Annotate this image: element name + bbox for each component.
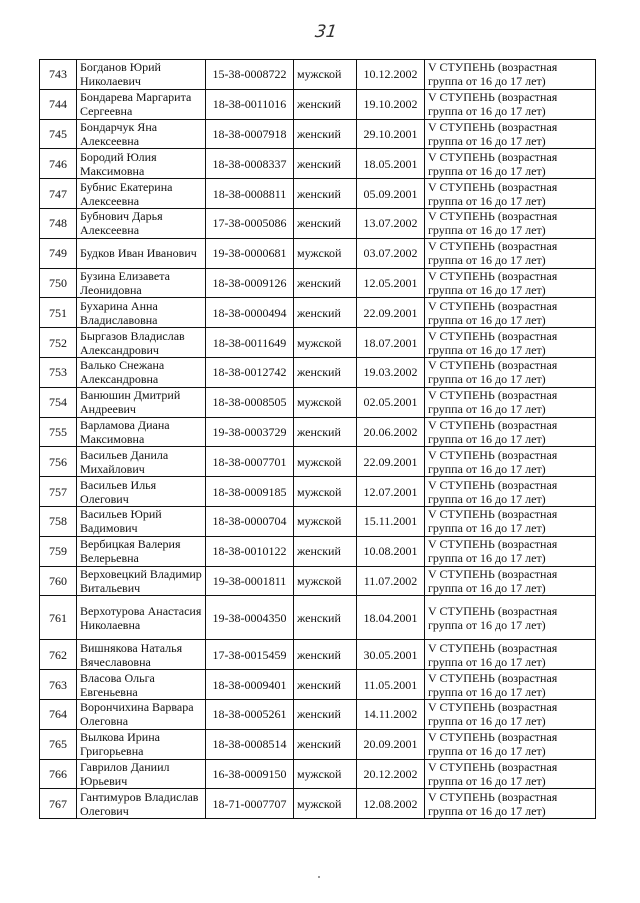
row-number-cell: 759 bbox=[40, 536, 77, 566]
gender-cell: женский bbox=[294, 298, 357, 328]
table-row bbox=[40, 729, 596, 759]
birth-date-cell: 29.10.2001 bbox=[357, 119, 425, 149]
gto-level-cell: V СТУПЕНЬ (возрастная группа от 16 до 17 лет) bbox=[425, 789, 596, 819]
full-name-cell: Бузина Елизавета Леонидовна bbox=[77, 268, 206, 298]
gender-cell: мужской bbox=[294, 759, 357, 789]
row-number-cell: 751 bbox=[40, 298, 77, 328]
table-row bbox=[40, 298, 596, 328]
gto-level-cell: V СТУПЕНЬ (возрастная группа от 16 до 17 лет) bbox=[425, 328, 596, 358]
full-name-cell: Вылкова Ирина Григорьевна bbox=[77, 729, 206, 759]
gender-cell: женский bbox=[294, 596, 357, 640]
gender-cell: женский bbox=[294, 268, 357, 298]
gender-cell: мужской bbox=[294, 566, 357, 596]
gto-level-cell: V СТУПЕНЬ (возрастная группа от 16 до 17 лет) bbox=[425, 387, 596, 417]
table-row bbox=[40, 477, 596, 507]
birth-date-cell: 19.03.2002 bbox=[357, 357, 425, 387]
uin-cell: 15-38-0008722 bbox=[206, 60, 294, 90]
gto-level-cell: V СТУПЕНЬ (возрастная группа от 16 до 17 лет) bbox=[425, 536, 596, 566]
uin-cell: 18-38-0011649 bbox=[206, 328, 294, 358]
row-number-cell: 758 bbox=[40, 506, 77, 536]
uin-cell: 18-38-0008505 bbox=[206, 387, 294, 417]
birth-date-cell: 03.07.2002 bbox=[357, 238, 425, 268]
full-name-cell: Гаврилов Даниил Юрьевич bbox=[77, 759, 206, 789]
full-name-cell: Бубнович Дарья Алексеевна bbox=[77, 208, 206, 238]
table-row bbox=[40, 699, 596, 729]
gender-cell: женский bbox=[294, 670, 357, 700]
gender-cell: женский bbox=[294, 179, 357, 209]
full-name-cell: Верховецкий Владимир Витальевич bbox=[77, 566, 206, 596]
uin-cell: 18-38-0005261 bbox=[206, 699, 294, 729]
table-row bbox=[40, 328, 596, 358]
full-name-cell: Васильев Данила Михайлович bbox=[77, 447, 206, 477]
uin-cell: 19-38-0004350 bbox=[206, 596, 294, 640]
row-number-cell: 748 bbox=[40, 208, 77, 238]
table-row bbox=[40, 179, 596, 209]
gender-cell: женский bbox=[294, 149, 357, 179]
gender-cell: женский bbox=[294, 699, 357, 729]
uin-cell: 19-38-0003729 bbox=[206, 417, 294, 447]
gto-level-cell: V СТУПЕНЬ (возрастная группа от 16 до 17 лет) bbox=[425, 670, 596, 700]
uin-cell: 18-38-0007918 bbox=[206, 119, 294, 149]
full-name-cell: Бородий Юлия Максимовна bbox=[77, 149, 206, 179]
table-row bbox=[40, 536, 596, 566]
gender-cell: женский bbox=[294, 417, 357, 447]
full-name-cell: Бондарчук Яна Алексеевна bbox=[77, 119, 206, 149]
full-name-cell: Бухарина Анна Владиславовна bbox=[77, 298, 206, 328]
gender-cell: мужской bbox=[294, 789, 357, 819]
table-row bbox=[40, 119, 596, 149]
gto-level-cell: V СТУПЕНЬ (возрастная группа от 16 до 17 лет) bbox=[425, 506, 596, 536]
full-name-cell: Гантимуров Владислав Олегович bbox=[77, 789, 206, 819]
scan-speck bbox=[318, 876, 320, 878]
table-row bbox=[40, 566, 596, 596]
gto-level-cell: V СТУПЕНЬ (возрастная группа от 16 до 17 лет) bbox=[425, 60, 596, 90]
table-row bbox=[40, 759, 596, 789]
birth-date-cell: 11.07.2002 bbox=[357, 566, 425, 596]
full-name-cell: Будков Иван Иванович bbox=[77, 238, 206, 268]
uin-cell: 17-38-0005086 bbox=[206, 208, 294, 238]
uin-cell: 18-38-0009401 bbox=[206, 670, 294, 700]
full-name-cell: Бубнис Екатерина Алексеевна bbox=[77, 179, 206, 209]
table-row bbox=[40, 89, 596, 119]
gto-level-cell: V СТУПЕНЬ (возрастная группа от 16 до 17 лет) bbox=[425, 208, 596, 238]
row-number-cell: 745 bbox=[40, 119, 77, 149]
birth-date-cell: 14.11.2002 bbox=[357, 699, 425, 729]
birth-date-cell: 22.09.2001 bbox=[357, 298, 425, 328]
gto-level-cell: V СТУПЕНЬ (возрастная группа от 16 до 17 лет) bbox=[425, 268, 596, 298]
gto-level-cell: V СТУПЕНЬ (возрастная группа от 16 до 17 лет) bbox=[425, 566, 596, 596]
uin-cell: 18-38-0009185 bbox=[206, 477, 294, 507]
table-row bbox=[40, 387, 596, 417]
full-name-cell: Васильев Илья Олегович bbox=[77, 477, 206, 507]
table-row bbox=[40, 640, 596, 670]
uin-cell: 18-38-0007701 bbox=[206, 447, 294, 477]
uin-cell: 18-38-0000704 bbox=[206, 506, 294, 536]
gto-level-cell: V СТУПЕНЬ (возрастная группа от 16 до 17 лет) bbox=[425, 596, 596, 640]
gto-level-cell: V СТУПЕНЬ (возрастная группа от 16 до 17 лет) bbox=[425, 149, 596, 179]
gto-level-cell: V СТУПЕНЬ (возрастная группа от 16 до 17 лет) bbox=[425, 298, 596, 328]
uin-cell: 18-38-0008514 bbox=[206, 729, 294, 759]
row-number-cell: 757 bbox=[40, 477, 77, 507]
uin-cell: 16-38-0009150 bbox=[206, 759, 294, 789]
uin-cell: 19-38-0001811 bbox=[206, 566, 294, 596]
participants-table bbox=[39, 59, 596, 819]
birth-date-cell: 12.08.2002 bbox=[357, 789, 425, 819]
row-number-cell: 767 bbox=[40, 789, 77, 819]
uin-cell: 19-38-0000681 bbox=[206, 238, 294, 268]
gto-level-cell: V СТУПЕНЬ (возрастная группа от 16 до 17 лет) bbox=[425, 477, 596, 507]
birth-date-cell: 18.05.2001 bbox=[357, 149, 425, 179]
gto-level-cell: V СТУПЕНЬ (возрастная группа от 16 до 17 лет) bbox=[425, 89, 596, 119]
row-number-cell: 763 bbox=[40, 670, 77, 700]
table-row bbox=[40, 60, 596, 90]
table-row bbox=[40, 238, 596, 268]
gto-level-cell: V СТУПЕНЬ (возрастная группа от 16 до 17 лет) bbox=[425, 447, 596, 477]
full-name-cell: Бондарева Маргарита Сергеевна bbox=[77, 89, 206, 119]
gto-level-cell: V СТУПЕНЬ (возрастная группа от 16 до 17 лет) bbox=[425, 729, 596, 759]
uin-cell: 18-38-0008337 bbox=[206, 149, 294, 179]
birth-date-cell: 02.05.2001 bbox=[357, 387, 425, 417]
gender-cell: женский bbox=[294, 119, 357, 149]
full-name-cell: Ворончихина Варвара Олеговна bbox=[77, 699, 206, 729]
birth-date-cell: 12.05.2001 bbox=[357, 268, 425, 298]
row-number-cell: 753 bbox=[40, 357, 77, 387]
gender-cell: мужской bbox=[294, 447, 357, 477]
row-number-cell: 762 bbox=[40, 640, 77, 670]
gender-cell: мужской bbox=[294, 60, 357, 90]
participants-table-body bbox=[40, 60, 596, 819]
row-number-cell: 754 bbox=[40, 387, 77, 417]
gender-cell: женский bbox=[294, 536, 357, 566]
birth-date-cell: 13.07.2002 bbox=[357, 208, 425, 238]
table-row bbox=[40, 789, 596, 819]
gto-level-cell: V СТУПЕНЬ (возрастная группа от 16 до 17 лет) bbox=[425, 238, 596, 268]
row-number-cell: 752 bbox=[40, 328, 77, 358]
table-row bbox=[40, 506, 596, 536]
full-name-cell: Васильев Юрий Вадимович bbox=[77, 506, 206, 536]
row-number-cell: 749 bbox=[40, 238, 77, 268]
table-row bbox=[40, 447, 596, 477]
gender-cell: мужской bbox=[294, 387, 357, 417]
birth-date-cell: 18.07.2001 bbox=[357, 328, 425, 358]
gto-level-cell: V СТУПЕНЬ (возрастная группа от 16 до 17 лет) bbox=[425, 640, 596, 670]
row-number-cell: 750 bbox=[40, 268, 77, 298]
uin-cell: 18-38-0010122 bbox=[206, 536, 294, 566]
birth-date-cell: 11.05.2001 bbox=[357, 670, 425, 700]
birth-date-cell: 05.09.2001 bbox=[357, 179, 425, 209]
full-name-cell: Ванюшин Дмитрий Андреевич bbox=[77, 387, 206, 417]
birth-date-cell: 12.07.2001 bbox=[357, 477, 425, 507]
full-name-cell: Власова Ольга Евгеньевна bbox=[77, 670, 206, 700]
row-number-cell: 766 bbox=[40, 759, 77, 789]
full-name-cell: Варламова Диана Максимовна bbox=[77, 417, 206, 447]
row-number-cell: 746 bbox=[40, 149, 77, 179]
row-number-cell: 747 bbox=[40, 179, 77, 209]
gender-cell: мужской bbox=[294, 506, 357, 536]
gto-level-cell: V СТУПЕНЬ (возрастная группа от 16 до 17 лет) bbox=[425, 759, 596, 789]
birth-date-cell: 19.10.2002 bbox=[357, 89, 425, 119]
birth-date-cell: 20.12.2002 bbox=[357, 759, 425, 789]
gto-level-cell: V СТУПЕНЬ (возрастная группа от 16 до 17 лет) bbox=[425, 357, 596, 387]
uin-cell: 18-38-0011016 bbox=[206, 89, 294, 119]
gender-cell: женский bbox=[294, 89, 357, 119]
uin-cell: 17-38-0015459 bbox=[206, 640, 294, 670]
gender-cell: женский bbox=[294, 208, 357, 238]
gto-level-cell: V СТУПЕНЬ (возрастная группа от 16 до 17 лет) bbox=[425, 179, 596, 209]
birth-date-cell: 18.04.2001 bbox=[357, 596, 425, 640]
birth-date-cell: 15.11.2001 bbox=[357, 506, 425, 536]
birth-date-cell: 10.12.2002 bbox=[357, 60, 425, 90]
row-number-cell: 765 bbox=[40, 729, 77, 759]
gender-cell: женский bbox=[294, 640, 357, 670]
table-row bbox=[40, 417, 596, 447]
full-name-cell: Верхотурова Анастасия Николаевна bbox=[77, 596, 206, 640]
gender-cell: женский bbox=[294, 729, 357, 759]
birth-date-cell: 20.06.2002 bbox=[357, 417, 425, 447]
birth-date-cell: 30.05.2001 bbox=[357, 640, 425, 670]
uin-cell: 18-38-0000494 bbox=[206, 298, 294, 328]
row-number-cell: 755 bbox=[40, 417, 77, 447]
row-number-cell: 744 bbox=[40, 89, 77, 119]
full-name-cell: Богданов Юрий Николаевич bbox=[77, 60, 206, 90]
gender-cell: мужской bbox=[294, 328, 357, 358]
row-number-cell: 743 bbox=[40, 60, 77, 90]
table-row bbox=[40, 596, 596, 640]
gender-cell: женский bbox=[294, 357, 357, 387]
gto-level-cell: V СТУПЕНЬ (возрастная группа от 16 до 17 лет) bbox=[425, 699, 596, 729]
full-name-cell: Вишнякова Наталья Вячеславовна bbox=[77, 640, 206, 670]
birth-date-cell: 20.09.2001 bbox=[357, 729, 425, 759]
table-row bbox=[40, 208, 596, 238]
row-number-cell: 760 bbox=[40, 566, 77, 596]
birth-date-cell: 10.08.2001 bbox=[357, 536, 425, 566]
birth-date-cell: 22.09.2001 bbox=[357, 447, 425, 477]
table-row bbox=[40, 149, 596, 179]
gto-level-cell: V СТУПЕНЬ (возрастная группа от 16 до 17 лет) bbox=[425, 119, 596, 149]
full-name-cell: Быргазов Владислав Александрович bbox=[77, 328, 206, 358]
gender-cell: мужской bbox=[294, 477, 357, 507]
gender-cell: мужской bbox=[294, 238, 357, 268]
page-number: 31 bbox=[313, 22, 339, 42]
full-name-cell: Вербицкая Валерия Велерьевна bbox=[77, 536, 206, 566]
uin-cell: 18-38-0008811 bbox=[206, 179, 294, 209]
uin-cell: 18-71-0007707 bbox=[206, 789, 294, 819]
gto-level-cell: V СТУПЕНЬ (возрастная группа от 16 до 17 лет) bbox=[425, 417, 596, 447]
row-number-cell: 764 bbox=[40, 699, 77, 729]
table-row bbox=[40, 670, 596, 700]
uin-cell: 18-38-0012742 bbox=[206, 357, 294, 387]
row-number-cell: 761 bbox=[40, 596, 77, 640]
uin-cell: 18-38-0009126 bbox=[206, 268, 294, 298]
full-name-cell: Валько Снежана Александровна bbox=[77, 357, 206, 387]
table-row bbox=[40, 268, 596, 298]
row-number-cell: 756 bbox=[40, 447, 77, 477]
table-row bbox=[40, 357, 596, 387]
